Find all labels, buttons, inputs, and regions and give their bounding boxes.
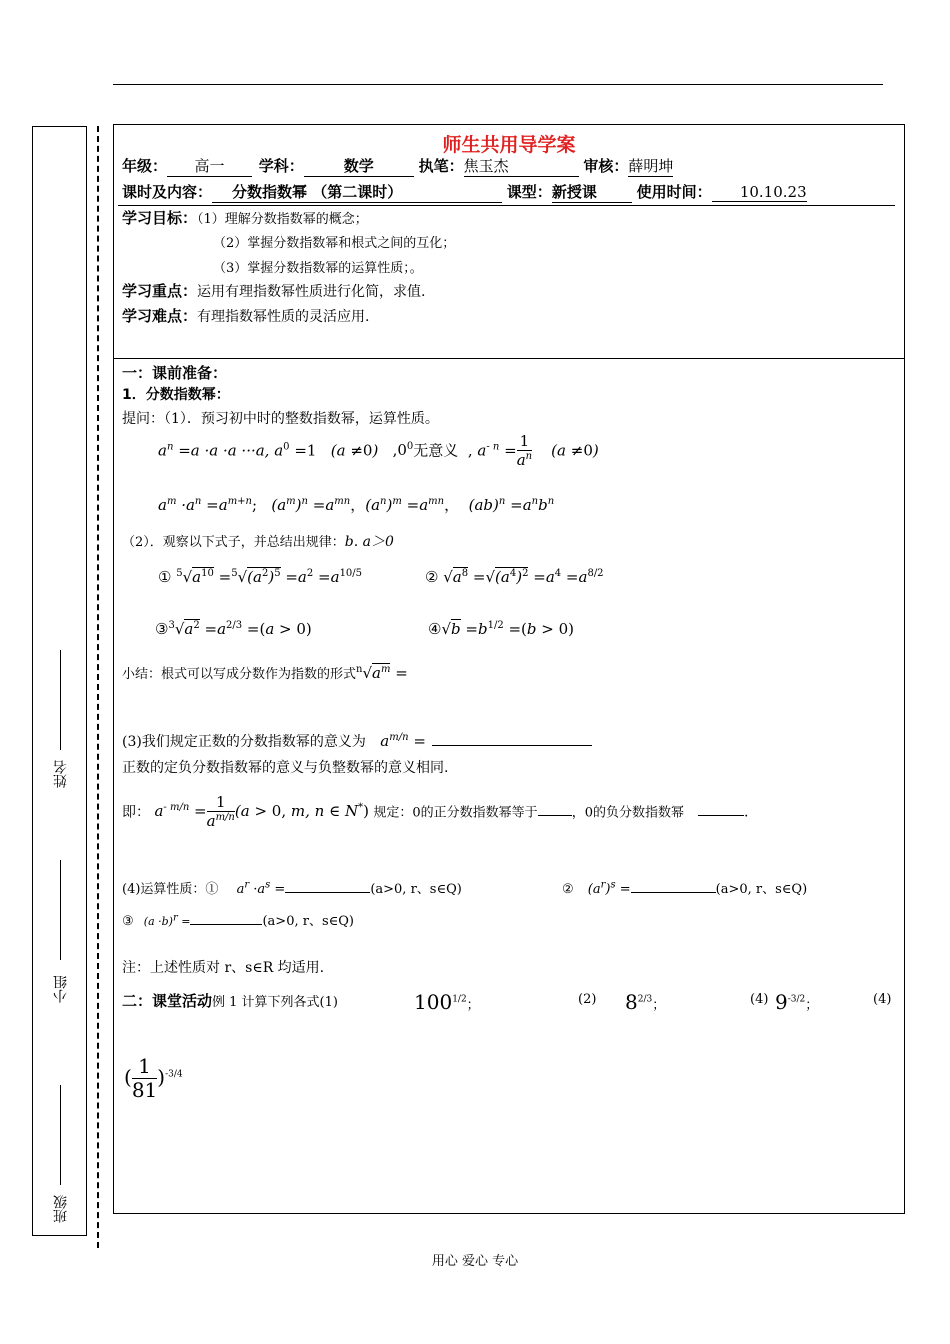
reviewer-value: 薛明坤 xyxy=(628,157,674,175)
prep-q4: (4)运算性质：① xyxy=(122,882,219,897)
exercise-2: $8^{2/3}$； xyxy=(625,990,666,1014)
type-label: 课型： xyxy=(506,183,552,201)
key-point-label: 学习重点： xyxy=(122,282,198,300)
difficulty-label: 学习难点： xyxy=(122,307,198,325)
group-line xyxy=(60,860,61,960)
activity-line xyxy=(122,990,338,1011)
rule-3-blank[interactable] xyxy=(190,924,262,925)
objectives-label: 学习目标： xyxy=(122,209,198,227)
rule-1-blank[interactable] xyxy=(285,892,370,893)
zero-meaningless: 无意义 xyxy=(413,441,459,460)
exercise-4: ( $\frac{1}{81}$ )$^{-3/4}$ xyxy=(124,1054,183,1102)
formula-power-rules: $a^m \cdot a^n =a^{m+n}$; $(a^m)^n =a^{mn}$，$(a^n)^m =a^{mn}$， $(ab)^n =a^nb^n$ xyxy=(158,496,555,514)
objective-1: （1）理解分数指数幂的概念； xyxy=(197,212,368,227)
circle-3: ③ xyxy=(155,620,169,638)
circle-4: ④ xyxy=(428,620,442,638)
exercise-4-label: (4) xyxy=(873,992,892,1007)
cut-line xyxy=(97,126,99,1248)
formula-integer-power: $a^n =a \cdot a \cdot a \cdot\cdot\cdot a$, $a^0 =1$ (a ≠0) $,0^0$无意义 , $a^{- n}$ = $\frac{1}{a^n}$ (a ≠0) xyxy=(158,432,599,470)
q3-answer-blank[interactable] xyxy=(432,745,592,746)
circle-2: ② xyxy=(425,568,439,586)
prep-sub1: 1．分数指数幂： xyxy=(122,387,230,403)
header-row-1 xyxy=(122,155,673,177)
objective-2: （2）掌握分数指数幂和根式之间的互化； xyxy=(213,236,456,251)
summary: 小结：根式可以写成分数作为指数的形式$^n√a^m$ = xyxy=(122,664,408,682)
prep-q1: 提问：（1）．预习初中时的整数指数幂，运算性质。 xyxy=(122,411,439,427)
objective-3: （3）掌握分数指数幂的运算性质；。 xyxy=(213,261,423,276)
name-line xyxy=(60,650,61,750)
author-value: 焦玉杰 xyxy=(464,155,579,177)
prep-note: 注：上述性质对 r、s∈R 均适用. xyxy=(122,960,325,976)
negative-definition: 即： $a^{- m/n}$ = $\frac{1}{a^{m/n}}$ (a > 0, m, n ∈ N*) 规定：0的正分数指数幂等于 ，0的负分数指数幂 . xyxy=(122,793,749,831)
name-label: 姓名 xyxy=(53,760,69,788)
header-rule xyxy=(113,84,883,85)
grade-label: 年级： xyxy=(122,157,168,175)
exercise-3: $9^{-3/2}$； xyxy=(775,990,819,1014)
grade-value: 高一 xyxy=(167,155,252,177)
key-point-text: 运用有理指数幂性质进行化简，求值. xyxy=(197,284,426,300)
circle-a: ② xyxy=(562,882,574,897)
example-2: ② $√a^8 =√(a^4)^2 =a^4 =a^{8/2}$ xyxy=(425,568,604,586)
rule-3-cond: (a>0, r、s∈Q) xyxy=(262,914,354,929)
ji-label: 即： xyxy=(122,804,150,821)
exercise-3-label: (4) xyxy=(750,992,769,1007)
date-value: 10.10.23 xyxy=(712,183,807,202)
rule-1-cond: (a>0, r、s∈Q) xyxy=(370,882,462,897)
lesson-label: 课时及内容： xyxy=(122,183,213,201)
page-title: 师生共用导学案 xyxy=(442,134,576,156)
exercise-1: $100^{1/2}$； xyxy=(414,990,480,1014)
example-1: ① $^5√a^{10} =^5√(a^2)^5 =a^2 =a^{10/5}$ xyxy=(158,568,363,586)
rule-2-blank[interactable] xyxy=(631,892,716,893)
class-label: 班级 xyxy=(53,1195,69,1223)
author-label: 执笔： xyxy=(418,157,464,175)
difficulty-text: 有理指数幂性质的灵活应用. xyxy=(197,309,370,325)
exercise-2-label: (2) xyxy=(578,992,597,1007)
page-footer: 用心 爱心 专心 xyxy=(431,1254,519,1269)
summary-text: 小结：根式可以写成分数作为指数的形式 xyxy=(122,667,357,682)
prep-q3-note: 正数的定负分数指数幂的意义与负整数幂的意义相同. xyxy=(122,760,449,776)
type-value: 新授课 xyxy=(552,181,632,203)
objectives xyxy=(122,207,368,228)
zero-positive-blank[interactable] xyxy=(538,815,572,816)
prep-q3: (3)我们规定正数的分数指数幂的意义为 $a^{m/n}$ = xyxy=(122,731,592,751)
prep-q3-text: (3)我们规定正数的分数指数幂的意义为 xyxy=(122,734,366,750)
subject-value: 数学 xyxy=(304,155,414,177)
section-divider xyxy=(113,358,905,359)
header-row-2 xyxy=(122,181,807,203)
group-label: 小组 xyxy=(53,975,69,1003)
activity-heading: 二：课堂活动 xyxy=(122,992,213,1010)
rule-text-2: ，0的负分数指数幂 xyxy=(571,805,684,821)
activity-intro: 例 1 计算下列各式(1) xyxy=(212,995,338,1010)
class-line xyxy=(60,1085,61,1185)
rule-2-cond: (a>0, r、s∈Q) xyxy=(715,882,808,897)
key-point xyxy=(122,280,425,301)
example-3: $③^3√a^2 =a^{2/3} =(a > 0)$ xyxy=(155,620,312,638)
operation-rule-2: ② $(a^r)^s = (a>0$, r、s∈Q) xyxy=(562,879,808,897)
rule-text: 规定：0的正分数指数幂等于 xyxy=(373,805,538,821)
header-underline xyxy=(118,205,895,206)
prep-heading: 一：课前准备： xyxy=(122,364,228,382)
circle-1: ① xyxy=(158,568,172,586)
operation-rule-3: ③ $(a \cdot b)^r = (a>0$, r、s∈Q) xyxy=(122,912,354,929)
lesson-value: 分数指数幂 （第二课时） xyxy=(212,181,502,203)
date-label: 使用时间： xyxy=(636,183,712,201)
operation-rule-1: (4)运算性质：① $a^r \cdot a^s = (a>0$, r、s∈Q) xyxy=(122,879,462,897)
circle-b: ③ xyxy=(122,914,134,929)
prep-q2 xyxy=(122,531,394,551)
prep-q2-cond: b. a＞0 xyxy=(344,534,394,550)
subject-label: 学科： xyxy=(258,157,304,175)
difficulty xyxy=(122,305,369,326)
zero-negative-blank[interactable] xyxy=(698,815,744,816)
example-4: ④√b $=b^{1/2} =(b > 0)$ xyxy=(428,620,574,638)
prep-q2-text: （2）．观察以下式子，并总结出规律： xyxy=(122,535,345,550)
reviewer-label: 审核： xyxy=(583,157,629,175)
